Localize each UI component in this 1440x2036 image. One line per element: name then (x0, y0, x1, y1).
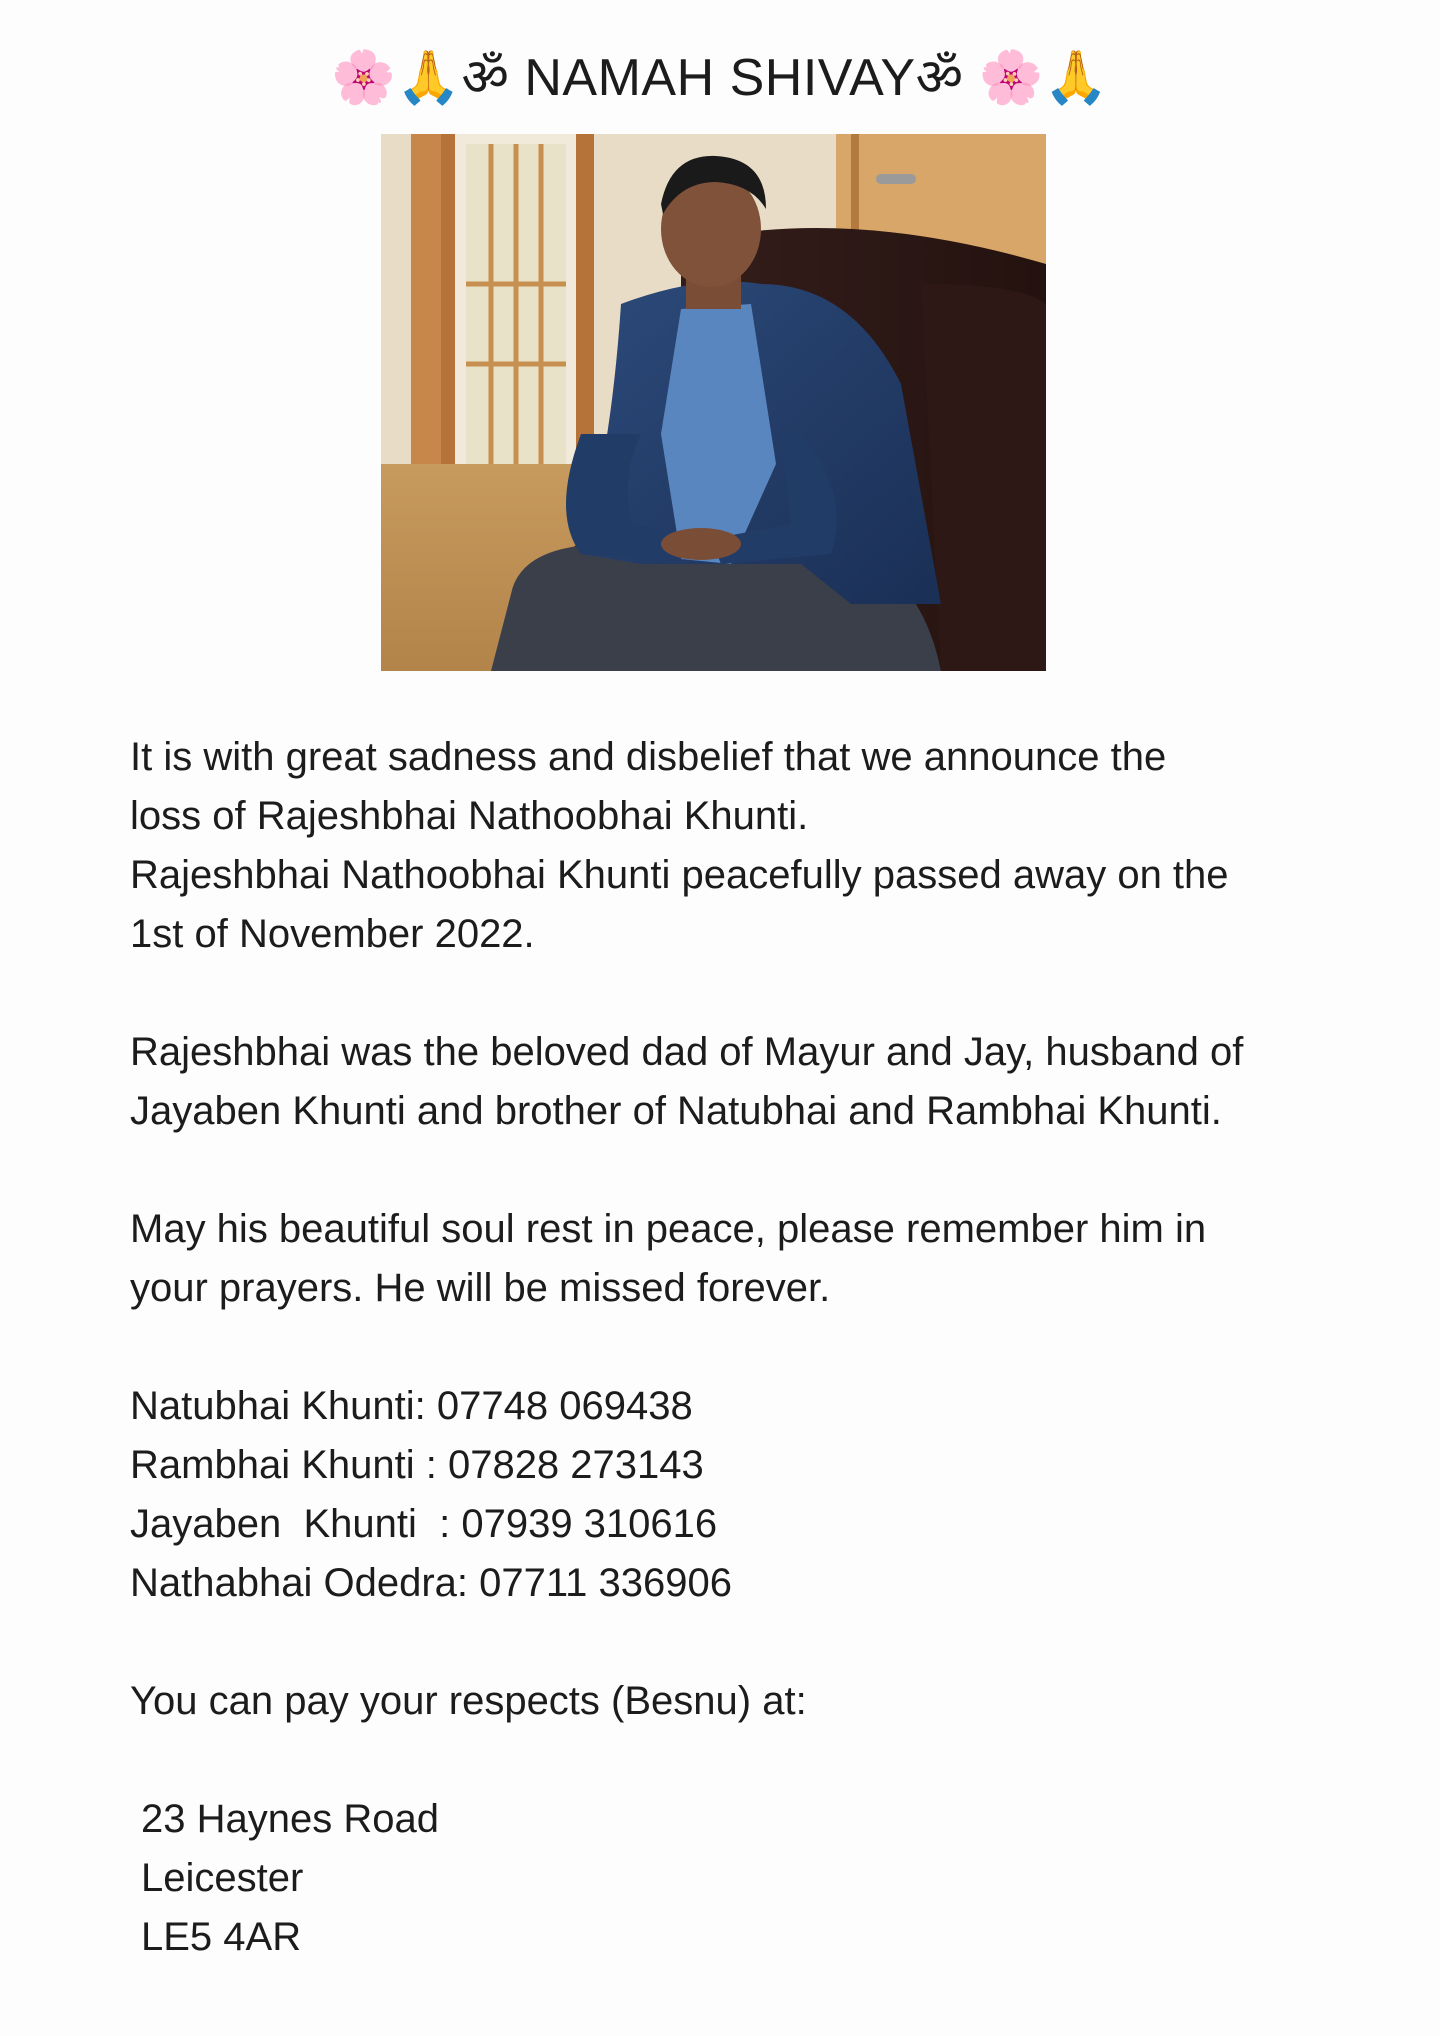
announcement-line: loss of Rajeshbhai Nathoobhai Khunti. (130, 794, 809, 838)
contact-line: Nathabhai Odedra: 07711 336906 (130, 1561, 732, 1605)
announcement-line: Rajeshbhai Nathoobhai Khunti peacefully passed away on the (130, 853, 1229, 897)
respects-intro: You can pay your respects (Besnu) at: (130, 1679, 807, 1723)
memorial-photo (381, 134, 1046, 671)
prayer-line: your prayers. He will be missed forever. (130, 1266, 831, 1310)
address-city: Leicester (141, 1856, 304, 1900)
address-postcode: LE5 4AR (141, 1915, 302, 1959)
header-title: 🌸🙏ॐ NAMAH SHIVAYॐ 🌸🙏 (331, 49, 1109, 107)
prayer-line: May his beautiful soul rest in peace, please remember him in (130, 1207, 1207, 1251)
announcement-line: 1st of November 2022. (130, 912, 535, 956)
address-street: 23 Haynes Road (141, 1797, 439, 1841)
contact-line: Natubhai Khunti: 07748 069438 (130, 1384, 693, 1428)
contact-line: Rambhai Khunti : 07828 273143 (130, 1443, 704, 1487)
family-line: Rajeshbhai was the beloved dad of Mayur and Jay, husband of (130, 1030, 1244, 1074)
family-line: Jayaben Khunti and brother of Natubhai and Rambhai Khunti. (130, 1089, 1222, 1133)
announcement-line: It is with great sadness and disbelief that we announce the (130, 735, 1167, 779)
contact-line: Jayaben Khunti : 07939 310616 (130, 1502, 718, 1546)
